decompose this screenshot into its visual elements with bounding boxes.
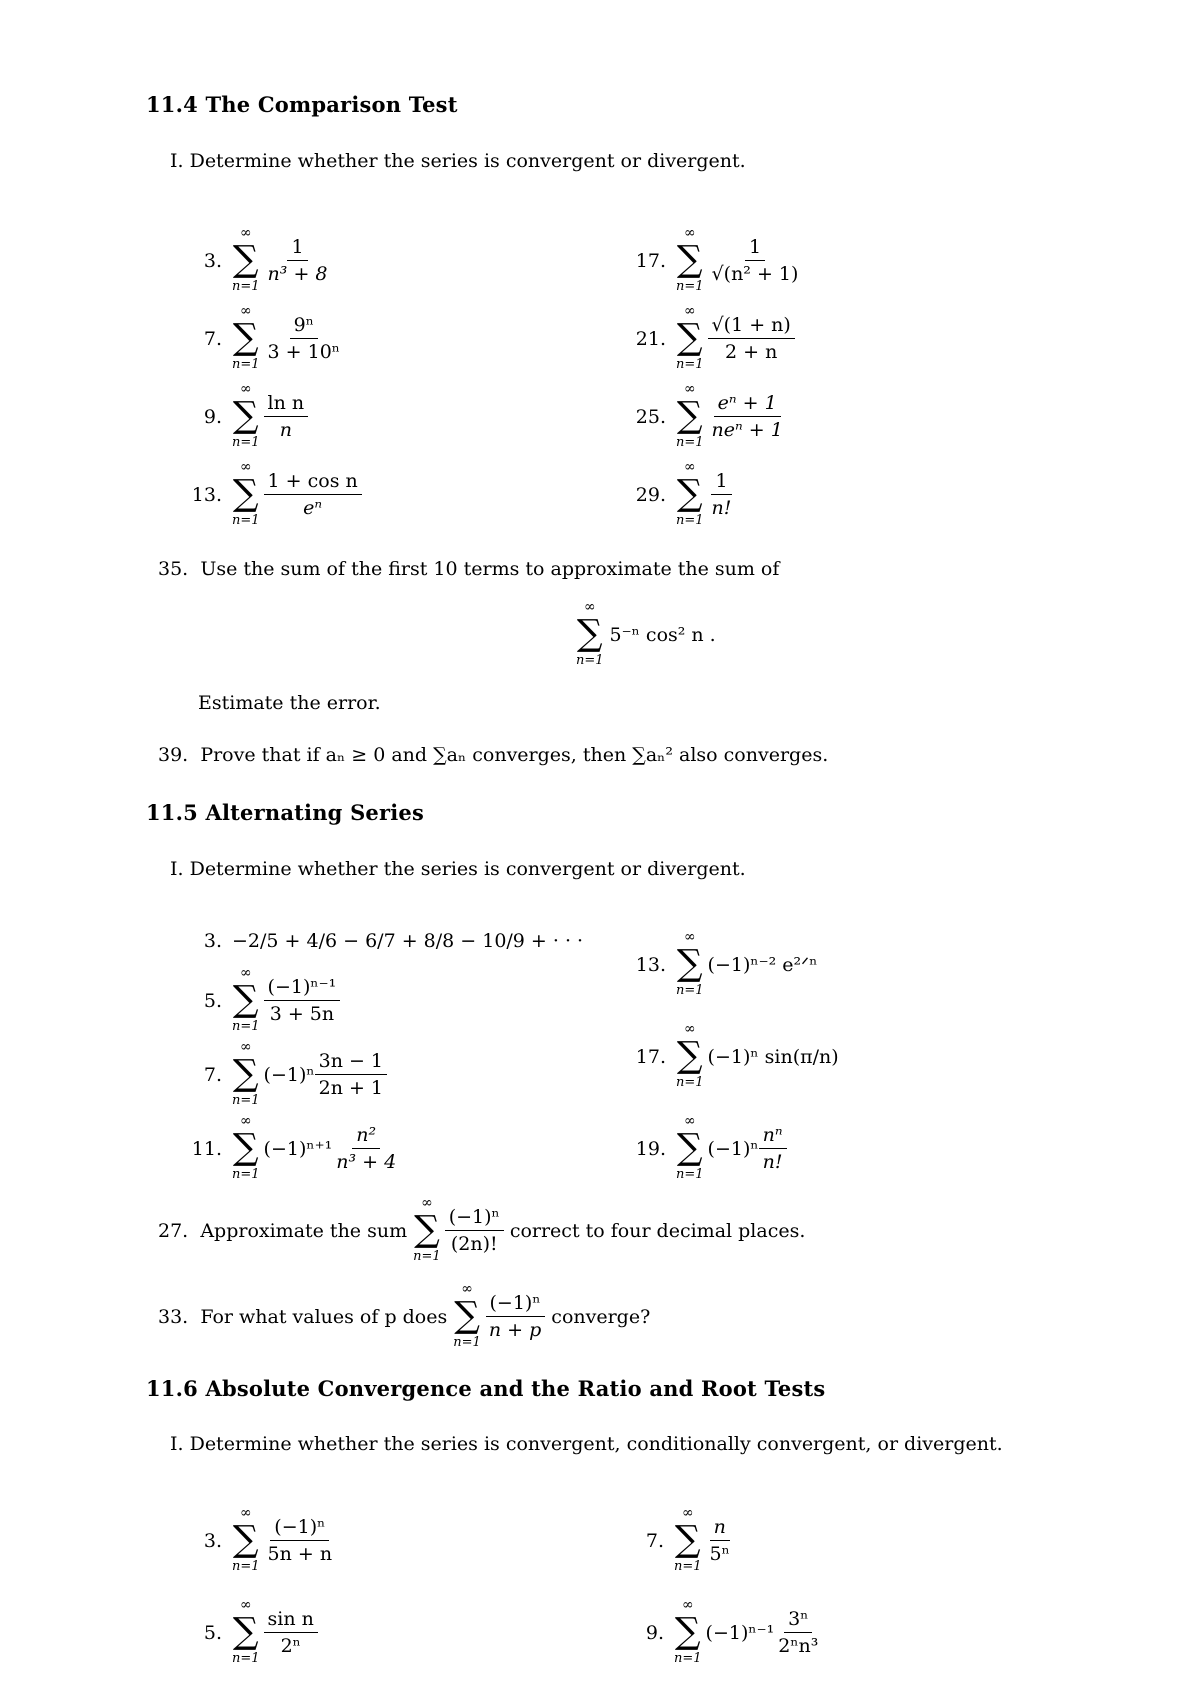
instruction-11-6: I. Determine whether the series is convergent, conditionally convergent, or divergent. bbox=[170, 1433, 1003, 1455]
problem-11-4-35-estimate: Estimate the error. bbox=[198, 692, 381, 714]
section-heading-11-4: 11.4 The Comparison Test bbox=[146, 92, 458, 117]
problem-11-5-17: 17. ∞ ∑ n=1 (−1)ⁿ sin(π/n) bbox=[635, 1021, 839, 1090]
instruction-11-4: I. Determine whether the series is convergent or divergent. bbox=[170, 150, 746, 172]
problem-11-6-3: 3. ∞ ∑ n=1 $\frac{\text{(−1)ⁿ}}{5n + n}$ bbox=[203, 1505, 333, 1574]
problem-11-5-27: 27. Approximate the sum ∞ ∑ n=1 $\frac{\text{(−1)ⁿ}}{(2n)!}$ correct to four decimal places. bbox=[158, 1195, 806, 1264]
problem-11-4-7: 7. ∞ ∑ n=1 $\frac{\text{9ⁿ}}{\text{3 + 10ⁿ}}$ bbox=[203, 303, 341, 372]
problem-11-4-9: 9. ∞ ∑ n=1 $\frac{\text{ln n}}{n}$ bbox=[186, 382, 308, 451]
problem-11-5-19: 19. ∞ ∑ n=1 (−1)ⁿ $\frac{\text{nⁿ}}{n!}$ bbox=[626, 1114, 787, 1183]
sigma: ∞ ∑ n=1 bbox=[232, 225, 260, 294]
problem-11-4-21: 21. ∞ ∑ n=1 $\frac{√(1 + n)}{2 + n}$ bbox=[626, 304, 795, 373]
problem-text: Use the sum of the first 10 terms to approximate the sum of bbox=[200, 558, 780, 580]
problem-number: 39. bbox=[158, 744, 189, 766]
problem-11-4-29: 29. ∞ ∑ n=1 $\frac{1}{n!}$ bbox=[635, 459, 732, 528]
instruction-11-5: I. Determine whether the series is convergent or divergent. bbox=[170, 858, 746, 880]
problem-11-4-3: 3. ∞ ∑ n=1 $\frac{1}{\text{n³ + 8}}$ bbox=[203, 225, 328, 294]
problem-11-4-25: 25. ∞ ∑ n=1 $\frac{\text{eⁿ + 1}}{\text{neⁿ + 1}}$ bbox=[635, 381, 783, 450]
problem-11-5-13: 13. ∞ ∑ n=1 (−1)ⁿ⁻² e²ᐟⁿ bbox=[635, 929, 818, 998]
problem-number: 35. bbox=[158, 558, 189, 580]
problem-11-4-39 bbox=[158, 744, 828, 766]
problem-number: 27. bbox=[158, 1219, 189, 1242]
problem-11-6-5: 5. ∞ ∑ n=1 $\frac{\text{sin n}}{\text{2ⁿ}}$ bbox=[186, 1598, 318, 1667]
problem-11-4-35 bbox=[158, 558, 779, 580]
problem-11-5-5: 5. ∞ ∑ n=1 $\frac{\text{(−1)ⁿ⁻¹}}{3 + 5n}$ bbox=[186, 966, 340, 1035]
problem-11-6-9: 9. ∞ ∑ n=1 (−1)ⁿ⁻¹ $\frac{\text{3ⁿ}}{\text{2ⁿn³}}$ bbox=[645, 1597, 819, 1666]
problem-11-5-3: 3. −2/5 + 4/6 − 6/7 + 8/8 − 10/9 + · · · bbox=[203, 930, 584, 952]
section-heading-11-6: 11.6 Absolute Convergence and the Ratio and Root Tests bbox=[146, 1376, 826, 1401]
problem-11-5-11: 11. ∞ ∑ n=1 (−1)ⁿ⁺¹ $\frac{\text{n²}}{\text{n³ + 4}}$ bbox=[191, 1113, 397, 1182]
problem-11-5-7: 7. ∞ ∑ n=1 (−1)ⁿ $\frac{3n - 1}{2n + 1}$ bbox=[186, 1040, 387, 1109]
problem-text: Prove that if aₙ ≥ 0 and ∑aₙ converges, then ∑aₙ² also converges. bbox=[200, 744, 829, 766]
problem-11-4-17: 17. ∞ ∑ n=1 $\frac{1}{\text{√(n² + 1)}}$ bbox=[635, 225, 799, 294]
problem-11-4-35-series: ∞ ∑ n=1 5⁻ⁿ cos² n . bbox=[576, 599, 716, 668]
problem-11-4-13: 13. ∞ ∑ n=1 $\frac{\text{1 + cos n}}{\text{eⁿ}}$ bbox=[186, 460, 362, 529]
section-heading-11-5: 11.5 Alternating Series bbox=[146, 800, 425, 825]
problem-11-5-33: 33. For what values of p does ∞ ∑ n=1 $\frac{\text{(−1)ⁿ}}{n + p}$ converge? bbox=[158, 1281, 651, 1350]
problem-number: 33. bbox=[158, 1305, 189, 1328]
problem-11-6-7: 7. ∞ ∑ n=1 $\frac{n}{\text{5ⁿ}}$ bbox=[645, 1505, 730, 1574]
